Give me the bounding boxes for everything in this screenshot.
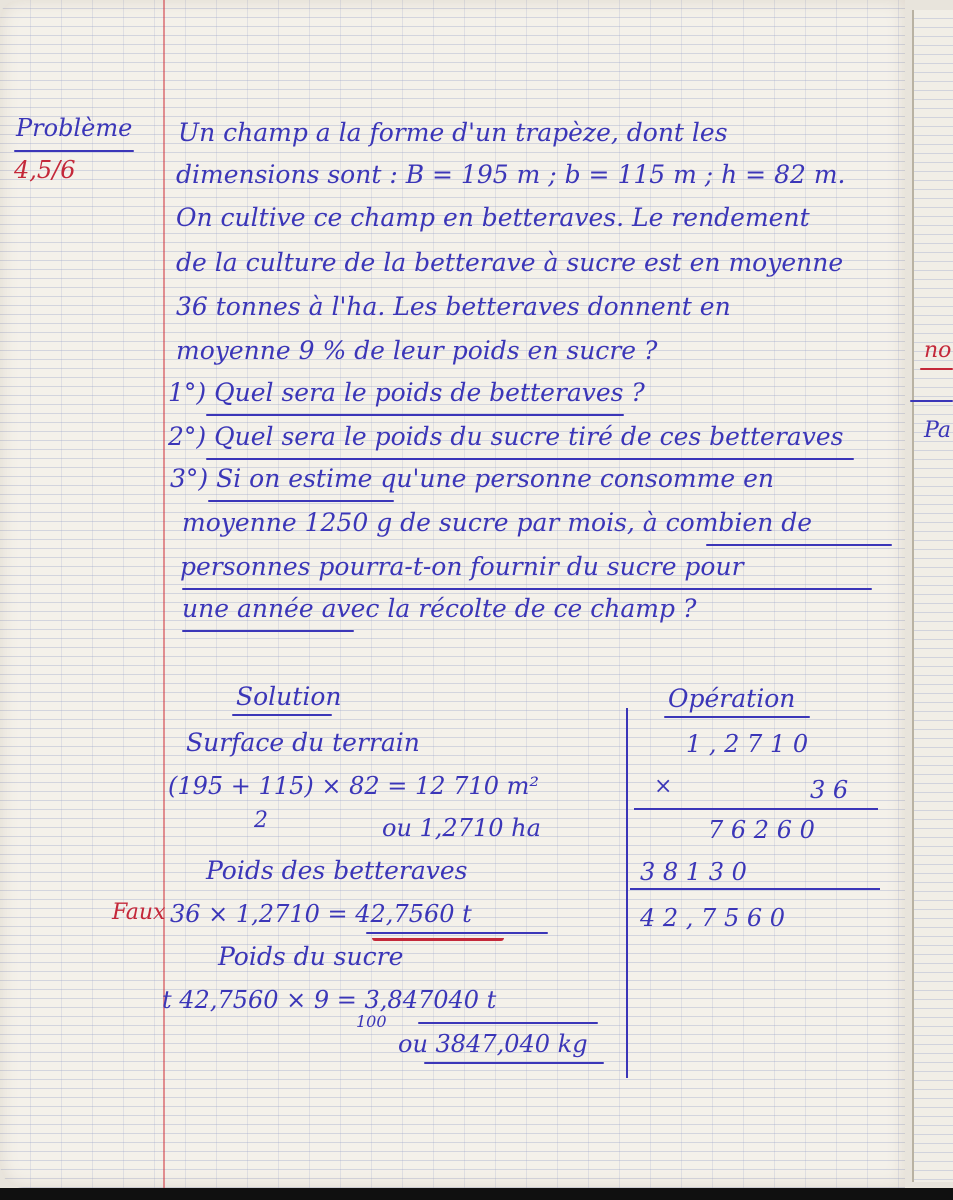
question-3-underline-b: [706, 544, 892, 546]
question-2: 2°) Quel sera le poids du sucre tiré de ces betteraves: [168, 422, 844, 451]
poids-sucre-calc: t 42,7560 × 9 = 3,847040 t: [162, 986, 497, 1014]
solution-title: Solution: [236, 682, 342, 711]
operation-times: ×: [654, 774, 673, 799]
problem-line-1: Un champ a la forme d'un trapèze, dont les: [178, 118, 728, 147]
question-3-line-2: moyenne 1250 g de sucre par mois, à combien de: [182, 508, 813, 537]
problem-line-2: dimensions sont : B = 195 m ; b = 115 m ; h = 82 m.: [176, 160, 846, 189]
question-3-line-3: personnes pourra-t-on fournir du sucre pour: [180, 552, 744, 581]
problem-line-5: 36 tonnes à l'ha. Les betteraves donnent en: [176, 292, 731, 321]
operation-title: Opération: [668, 684, 796, 713]
poids-bett-heading: Poids des betteraves: [206, 856, 468, 885]
next-page-underline-2: [910, 400, 953, 402]
problem-line-6: moyenne 9 % de leur poids en sucre ?: [176, 336, 658, 365]
surface-calc: (195 + 115) × 82 = 12 710 m²: [168, 772, 539, 800]
operation-row-2: 3 6: [810, 776, 849, 804]
poids-sucre-kg-underline: [424, 1062, 604, 1064]
operation-line-1: [634, 808, 878, 810]
solution-title-underline: [232, 714, 332, 716]
fraction-denominator: 100: [356, 1012, 387, 1031]
poids-sucre-heading: Poids du sucre: [218, 942, 404, 971]
question-2-underline: [206, 458, 854, 460]
next-page-fragment-2: Pa: [924, 418, 951, 443]
question-3-line-1: 3°) Si on estime qu'une personne consomme en: [170, 464, 774, 493]
question-3-line-4: une année avec la récolte de ce champ ?: [182, 594, 697, 623]
question-1-underline: [206, 414, 624, 416]
problem-numbers: 4,5/6: [14, 156, 76, 184]
operation-title-underline: [664, 716, 810, 718]
next-page-edge: [912, 10, 953, 1182]
operation-row-4: 3 8 1 3 0: [640, 858, 747, 886]
surface-ha: ou 1,2710 ha: [382, 814, 541, 842]
next-page-underline-1: [920, 368, 953, 370]
problem-line-3: On cultive ce champ en betteraves. Le rendement: [176, 203, 810, 232]
problem-line-4: de la culture de la betterave à sucre est en moyenne: [176, 248, 844, 277]
operation-vertical-line: [626, 708, 628, 1078]
question-1: 1°) Quel sera le poids de betteraves ?: [168, 378, 645, 407]
poids-bett-underline: [366, 932, 548, 934]
faux-label: Faux: [112, 900, 166, 925]
problem-label-underline: [14, 150, 134, 152]
poids-bett-red-mark: [372, 938, 504, 941]
question-3-underline-a: [208, 500, 394, 502]
operation-row-1: 1 , 2 7 1 0: [686, 730, 809, 758]
operation-line-2: [630, 888, 880, 890]
poids-bett-calc: 36 × 1,2710 = 42,7560 t: [170, 900, 472, 928]
surface-heading: Surface du terrain: [186, 728, 420, 757]
poids-sucre-underline: [418, 1022, 598, 1024]
scan-bottom-edge: [0, 1188, 953, 1200]
operation-row-5: 4 2 , 7 5 6 0: [640, 904, 786, 932]
operation-row-3: 7 6 2 6 0: [708, 816, 815, 844]
surface-divisor: 2: [254, 808, 268, 833]
poids-sucre-kg: ou 3847,040 kg: [398, 1030, 588, 1058]
question-3-underline-c: [182, 588, 872, 590]
question-3-underline-d: [182, 630, 354, 632]
problem-label: Problème: [16, 114, 133, 142]
next-page-fragment-1: no: [924, 338, 952, 363]
